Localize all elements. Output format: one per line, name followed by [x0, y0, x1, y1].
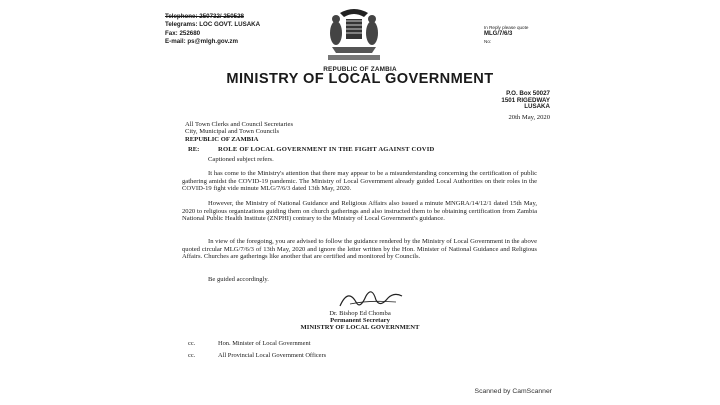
telephone-line: Telephone: 250732/ 250528: [165, 13, 244, 20]
recipient-block: [185, 121, 293, 143]
letter-date: 20th May, 2020: [508, 114, 550, 121]
signatory-name: Dr. Bishop Ed Chomba: [329, 310, 391, 317]
reply-no-label: No:: [484, 39, 492, 44]
republic-heading: REPUBLIC OF ZAMBIA: [323, 66, 397, 73]
telegrams-line: Telegrams: LOC GOVT. LUSAKA: [165, 21, 261, 29]
cc-recipient: Hon. Minister of Local Government: [218, 340, 311, 347]
recipient-line: City, Municipal and Town Councils: [185, 128, 280, 136]
paragraph-closing: Be guided accordingly.: [208, 276, 269, 283]
postal-address: [501, 91, 550, 111]
cc-label: cc.: [188, 340, 196, 347]
cc-recipient: All Provincial Local Government Officers: [218, 352, 327, 359]
reply-reference: [484, 24, 528, 45]
signatory-org: MINISTRY OF LOCAL GOVERNMENT: [300, 324, 420, 332]
signatory-block: [0, 310, 720, 332]
signatory-title: Permanent Secretary: [330, 317, 390, 325]
recipient-line: REPUBLIC OF ZAMBIA: [185, 135, 259, 143]
subject-label: RE:: [188, 146, 200, 153]
cc-label: cc.: [188, 352, 196, 359]
paragraph-1: It has come to the Ministry's attention that there may appear to be a misunderstanding concerning the certification of public gathering amidst the COVID-19 pandemic. The Ministry of Local Government already guided Local Authorities on their roles in the COVID-19 fight vide minute MLG/7/6/3 dated 13th May, 2020.: [182, 170, 537, 193]
reply-ref-number: MLG/7/6/3: [484, 31, 513, 37]
scanner-watermark: Scanned by CamScanner: [474, 388, 552, 395]
email-line: E-mail: ps@mlgh.gov.zm: [165, 38, 238, 46]
fax-line: Fax: 252680: [165, 29, 201, 37]
recipient-line: All Town Clerks and Council Secretaries: [185, 121, 294, 128]
reply-note: In Reply please quote: [484, 25, 529, 30]
address-line: 1501 RIGEDWAY: [501, 96, 550, 104]
address-line: P.O. Box 50027: [506, 90, 550, 97]
contact-block: [165, 13, 260, 47]
address-line: LUSAKA: [524, 103, 550, 111]
paragraph-intro: Captioned subject refers.: [208, 156, 274, 163]
ministry-heading: MINISTRY OF LOCAL GOVERNMENT: [226, 71, 494, 87]
paragraph-2: However, the Ministry of National Guidance and Religious Affairs also issued a minute MNGRA/14/12/1 dated 15th May, 2020 to religious organizations guiding them on church gatherings and also instructed them to be obtaining certification from Zambia National Public Health Institute (ZNPHI) contrary to the Ministry of Local Government's guidance.: [182, 200, 537, 223]
paragraph-3: In view of the foregoing, you are advised to follow the guidance rendered by the Ministry of Local Government in the above quoted circular MLG/7/6/3 of 13th May, 2020 and ignore the letter written by the Hon. Minister of National Guidance and Religious Affairs. Churches are gatherings like another that are certified and monitored by Councils.: [182, 238, 537, 261]
coat-of-arms-icon: [318, 7, 390, 63]
subject-text: ROLE OF LOCAL GOVERNMENT IN THE FIGHT AGAINST COVID: [218, 146, 435, 153]
